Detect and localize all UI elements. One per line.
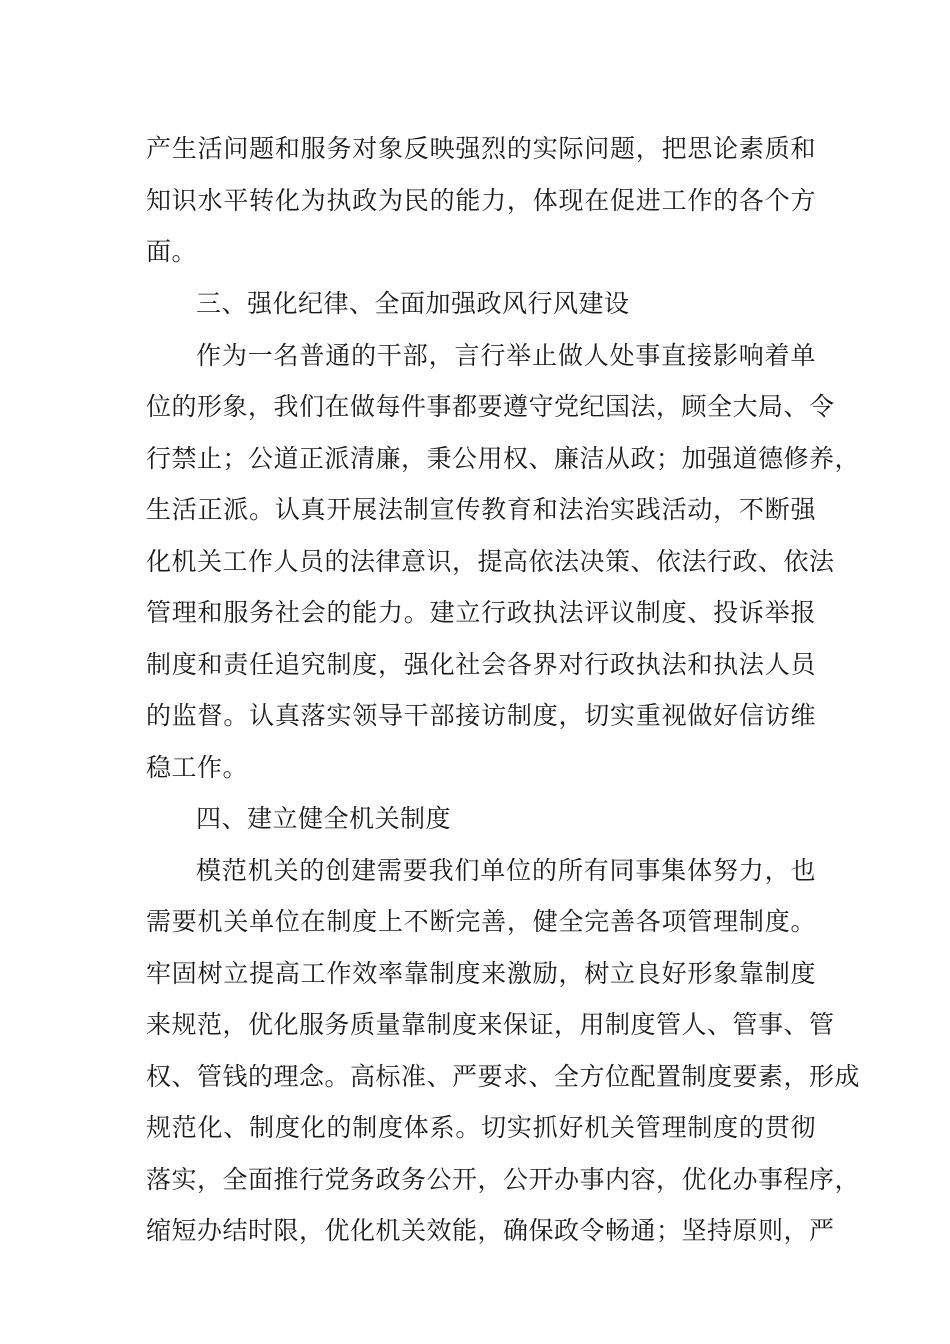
text-line: 产生活问题和服务对象反映强烈的实际问题，把思论素质和 — [146, 134, 816, 163]
text-line: 面。 — [146, 237, 198, 266]
text-line: 制度和责任追究制度，强化社会各界对行政执法和执法人员 — [146, 650, 816, 679]
text-line: 化机关工作人员的法律意识，提高依法决策、依法行政、依法 — [146, 547, 835, 576]
section-heading: 三、强化纪律、全面加强政风行风建设 — [196, 289, 630, 318]
text-line: 行禁止；公道正派清廉，秉公用权、廉洁从政；加强道德修养， — [146, 444, 861, 473]
text-line: 生活正派。认真开展法制宣传教育和法治实践活动，不断强 — [146, 495, 816, 524]
text-line: 的监督。认真落实领导干部接访制度，切实重视做好信访维 — [146, 701, 816, 730]
text-line: 缩短办结时限，优化机关效能，确保政令畅通；坚持原则，严 — [146, 1216, 835, 1245]
text-line: 位的形象，我们在做每件事都要遵守党纪国法，顾全大局、令 — [146, 392, 835, 421]
section-heading: 四、建立健全机关制度 — [196, 804, 452, 833]
text-line: 作为一名普通的干部，言行举止做人处事直接影响着单 — [196, 341, 816, 370]
text-line: 模范机关的创建需要我们单位的所有同事集体努力，也 — [196, 856, 816, 885]
text-line: 需要机关单位在制度上不断完善，健全完善各项管理制度。 — [146, 907, 816, 936]
text-line: 稳工作。 — [146, 753, 249, 782]
text-line: 知识水平转化为执政为民的能力，体现在促进工作的各个方 — [146, 186, 816, 215]
text-line: 来规范，优化服务质量靠制度来保证，用制度管人、管事、管 — [146, 1010, 835, 1039]
text-line: 规范化、制度化的制度体系。切实抓好机关管理制度的贯彻 — [146, 1113, 816, 1142]
text-line: 管理和服务社会的能力。建立行政执法评议制度、投诉举报 — [146, 598, 816, 627]
text-line: 牢固树立提高工作效率靠制度来激励，树立良好形象靠制度 — [146, 959, 816, 988]
text-line: 落实，全面推行党务政务公开，公开办事内容，优化办事程序， — [146, 1165, 861, 1194]
text-line: 权、管钱的理念。高标准、严要求、全方位配置制度要素，形成 — [146, 1062, 861, 1091]
